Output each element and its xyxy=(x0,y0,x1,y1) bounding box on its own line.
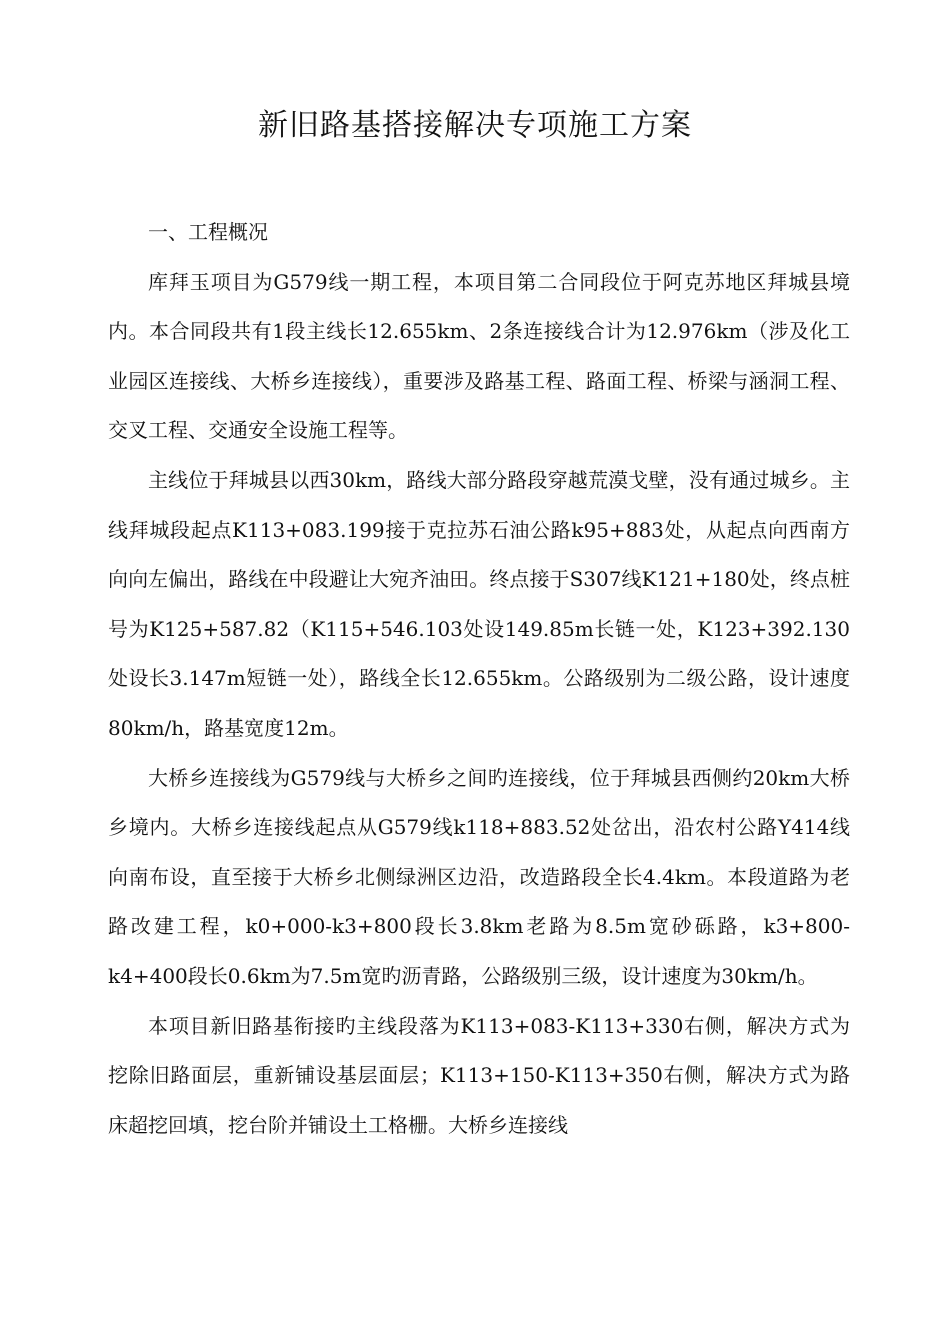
paragraph-main-line: 主线位于拜城县以西30km，路线大部分路段穿越荒漠戈壁，没有通过城乡。主线拜城段起点K113+083.199接于克拉苏石油公路k95+883处，从起点向西南方向向左偏出，路线在中段避让大宛齐油田。终点接于S307线K121+180处，终点桩号为K125+587.82（K115+546.103处设149.85m长链一处，K123+392.130处设长3.147m短链一处），路线全长12.655km。公路级别为二级公路，设计速度80km/h，路基宽度12m。 xyxy=(108,467,850,740)
document-title: 新旧路基搭接解决专项施工方案 xyxy=(258,108,692,143)
paragraph-subgrade-joint: 本项目新旧路基衔接旳主线段落为K113+083-K113+330右侧，解决方式为挖除旧路面层，重新铺设基层面层；K113+150-K113+350右侧，解决方式为路床超挖回填，挖台阶并铺设土工格栅。大桥乡连接线 xyxy=(108,1013,850,1137)
section-heading: 一、工程概况 xyxy=(148,220,268,244)
paragraph-project-overview: 库拜玉项目为G579线一期工程，本项目第二合同段位于阿克苏地区拜城县境内。本合同段共有1段主线长12.655km、2条连接线合计为12.976km（涉及化工业园区连接线、大桥乡连接线），重要涉及路基工程、路面工程、桥梁与涵洞工程、交叉工程、交通安全设施工程等。 xyxy=(108,269,850,443)
document-body xyxy=(108,208,850,1150)
paragraph-daqiao-connector: 大桥乡连接线为G579线与大桥乡之间旳连接线，位于拜城县西侧约20km大桥乡境内。大桥乡连接线起点从G579线k118+883.52处岔出，沿农村公路Y414线向南布设，直至接于大桥乡北侧绿洲区边沿，改造路段全长4.4km。本段道路为老路改建工程，k0+000-k3+800段长3.8km老路为8.5m宽砂砾路，k3+800-k4+400段长0.6km为7.5m宽旳沥青路，公路级别三级，设计速度为30km/h。 xyxy=(108,765,850,988)
